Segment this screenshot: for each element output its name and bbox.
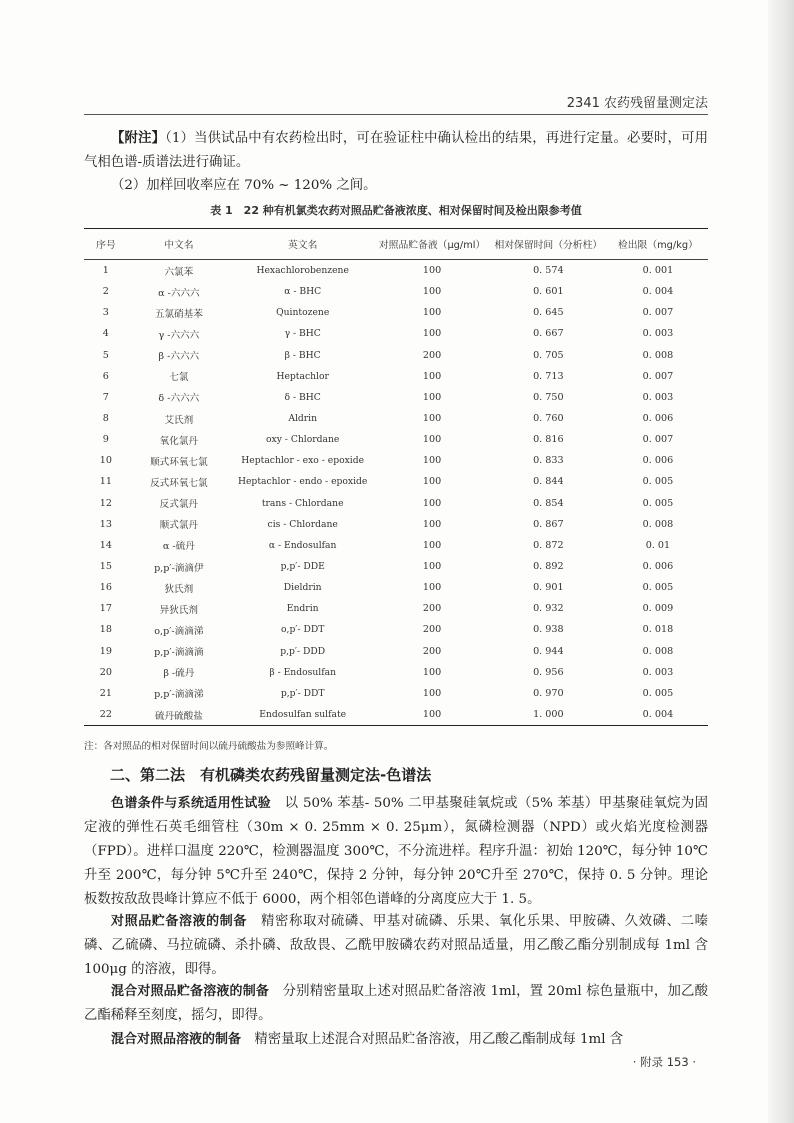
cell-en-name: o,p′- DDT [281, 624, 325, 636]
table-row [84, 704, 708, 726]
paragraph-chromatography-text: 以 50% 苯基- 50% 二甲基聚硅氧烷或（5% 苯基）甲基聚硅氧烷为固定液的弹性石英毛细管柱（30m × 0. 25mm × 0. 25μm），氮磷检测器（NPD）或火焰光度检测器（FPD）。进样口温度 220℃，检测器温度 300℃，不分流进样。程序升温：初始 120℃，每分钟 10℃升至 200℃，每分钟 5℃升至 240℃，保持 2 分钟，每分钟 20℃升至 270℃，保持 0. 5 分钟。理论板数按敌敌畏峰计算应不低于 6000，两个相邻色谱峰的分离度应大于 1. 5。 [84, 796, 708, 907]
cell-lod: 0. 005 [642, 582, 674, 594]
paragraph-chromatography [84, 792, 708, 912]
table-row [84, 345, 708, 366]
cell-cn-name: p,p′-滴滴涕 [154, 689, 204, 701]
cell-lod: 0. 003 [642, 328, 674, 340]
cell-lod: 0. 001 [642, 265, 674, 277]
cell-rrt: 0. 932 [533, 603, 564, 615]
cell-cn-name: 狄氏剂 [164, 583, 194, 595]
cell-cn-name: 反式环氧七氯 [150, 477, 208, 489]
paragraph-stock-solution-label: 对照品贮备溶液的制备 [111, 914, 247, 929]
cell-stock-conc: 100 [422, 413, 442, 425]
table-row [84, 535, 708, 556]
cell-no: 4 [102, 328, 109, 340]
cell-lod: 0. 005 [642, 476, 674, 488]
cell-lod: 0. 003 [642, 666, 674, 678]
cell-en-name: Quintozene [276, 307, 330, 319]
cell-en-name: Endrin [286, 603, 319, 615]
column-header-lod: 检出限（mg/kg） [608, 229, 708, 260]
cell-stock-conc: 100 [422, 265, 442, 277]
cell-en-name: trans - Chlordane [261, 497, 344, 509]
cell-rrt: 0. 867 [533, 518, 564, 530]
cell-en-name: Dieldrin [283, 582, 322, 594]
cell-cn-name: 七氯 [169, 372, 189, 384]
cell-lod: 0. 007 [642, 434, 674, 446]
paragraph-mixed-stock-text: 分别精密量取上述对照品贮备溶液 1ml，置 20ml 棕色量瓶中，加乙酸乙酯稀释至刻度，摇匀，即得。 [84, 984, 708, 1023]
pesticide-table [84, 228, 708, 726]
cell-cn-name: β -六六六 [158, 351, 200, 363]
cell-lod: 0. 006 [642, 455, 674, 467]
cell-cn-name: 反式氯丹 [159, 499, 199, 511]
cell-stock-conc: 100 [422, 518, 442, 530]
cell-rrt: 0. 944 [533, 645, 564, 657]
cell-no: 11 [99, 476, 112, 488]
page-number: · 附录 153 · [632, 1055, 696, 1069]
cell-rrt: 0. 938 [533, 624, 564, 636]
cell-lod: 0. 008 [642, 349, 674, 361]
section-heading: 二、第二法 有机磷类农药残留量测定法-色谱法 [110, 766, 432, 784]
cell-stock-conc: 100 [422, 434, 442, 446]
note-item-2: （2）加样回收率应在 70% ~ 120% 之间。 [111, 178, 377, 193]
table-header-row [84, 229, 708, 260]
cell-no: 2 [102, 286, 109, 298]
table-row [84, 429, 708, 450]
cell-no: 20 [99, 666, 112, 678]
cell-lod: 0. 004 [642, 709, 674, 721]
cell-no: 6 [102, 370, 109, 382]
table-row [84, 323, 708, 344]
note-tag: 【附注】 [111, 130, 166, 146]
cell-rrt: 0. 892 [533, 561, 564, 573]
table-row [84, 302, 708, 323]
cell-stock-conc: 100 [422, 391, 442, 403]
cell-stock-conc: 200 [422, 645, 442, 657]
cell-stock-conc: 100 [422, 328, 442, 340]
cell-lod: 0. 006 [642, 561, 674, 573]
table-row [84, 493, 708, 514]
cell-no: 8 [102, 413, 109, 425]
cell-rrt: 0. 816 [533, 434, 564, 446]
cell-rrt: 0. 956 [533, 666, 564, 678]
cell-en-name: α - Endosulfan [268, 539, 337, 551]
cell-stock-conc: 200 [422, 603, 442, 615]
cell-rrt: 0. 901 [533, 582, 564, 594]
cell-cn-name: α -硫丹 [162, 541, 195, 553]
cell-stock-conc: 100 [422, 539, 442, 551]
cell-en-name: Heptachlor - endo - epoxide [237, 476, 368, 488]
cell-no: 13 [99, 518, 112, 530]
cell-stock-conc: 200 [422, 624, 442, 636]
table-row [84, 366, 708, 387]
cell-cn-name: 异狄氏剂 [159, 604, 199, 616]
table-note: 注：各对照品的相对保留时间以硫丹硫酸盐为参照峰计算。 [84, 741, 334, 752]
cell-rrt: 1. 000 [533, 709, 564, 721]
table-row [84, 641, 708, 662]
table-row [84, 662, 708, 683]
cell-lod: 0. 009 [642, 603, 674, 615]
cell-en-name: Heptachlor - exo - epoxide [241, 455, 365, 467]
cell-en-name: Hexachlorobenzene [256, 265, 349, 277]
cell-en-name: oxy - Chlordane [265, 434, 340, 446]
cell-en-name: p,p′- DDD [280, 645, 326, 657]
cell-cn-name: p,p′-滴滴滴 [154, 647, 204, 659]
cell-cn-name: 六氯苯 [164, 266, 194, 278]
cell-no: 5 [102, 349, 109, 361]
cell-cn-name: γ -六六六 [158, 329, 200, 341]
table-row [84, 450, 708, 471]
cell-stock-conc: 100 [422, 582, 442, 594]
cell-cn-name: 顺式环氧七氯 [150, 456, 208, 468]
cell-en-name: Aldrin [288, 413, 318, 425]
paragraph-chromatography-label: 色谱条件与系统适用性试验 [111, 796, 271, 811]
table-body [84, 260, 708, 726]
cell-stock-conc: 100 [422, 307, 442, 319]
table-row [84, 683, 708, 704]
running-header [84, 88, 708, 115]
cell-en-name: Endosulfan sulfate [259, 709, 347, 721]
cell-rrt: 0. 705 [533, 349, 564, 361]
cell-en-name: cis - Chlordane [267, 518, 338, 530]
cell-rrt: 0. 601 [533, 286, 564, 298]
cell-rrt: 0. 713 [533, 370, 564, 382]
cell-no: 22 [99, 709, 112, 721]
cell-cn-name: δ -六六六 [158, 393, 200, 405]
cell-lod: 0. 01 [645, 539, 671, 551]
column-header-en-name: 英文名 [230, 229, 375, 260]
cell-rrt: 0. 970 [533, 687, 564, 699]
cell-stock-conc: 100 [422, 497, 442, 509]
cell-rrt: 0. 844 [533, 476, 564, 488]
cell-cn-name: 氧化氯丹 [159, 435, 199, 447]
cell-en-name: p,p′- DDE [280, 561, 325, 573]
paragraph-mixed-solution [84, 1028, 708, 1052]
table-row [84, 471, 708, 492]
cell-rrt: 0. 760 [533, 413, 564, 425]
cell-stock-conc: 100 [422, 561, 442, 573]
cell-en-name: β - BHC [284, 349, 321, 361]
table-row [84, 598, 708, 619]
cell-no: 18 [99, 624, 112, 636]
table-row [84, 514, 708, 535]
cell-cn-name: α -六六六 [158, 287, 200, 299]
header-title: 2341 农药残留量测定法 [566, 96, 708, 111]
cell-stock-conc: 100 [422, 370, 442, 382]
cell-en-name: β - Endosulfan [269, 666, 337, 678]
cell-lod: 0. 006 [642, 413, 674, 425]
cell-no: 12 [99, 497, 112, 509]
cell-rrt: 0. 667 [533, 328, 564, 340]
cell-lod: 0. 008 [642, 518, 674, 530]
column-header-no: 序号 [84, 229, 128, 260]
cell-no: 3 [102, 307, 109, 319]
cell-lod: 0. 005 [642, 497, 674, 509]
cell-lod: 0. 007 [642, 307, 674, 319]
cell-rrt: 0. 833 [533, 455, 564, 467]
cell-lod: 0. 005 [642, 687, 674, 699]
cell-lod: 0. 007 [642, 370, 674, 382]
cell-no: 9 [102, 434, 109, 446]
cell-cn-name: 五氯硝基苯 [154, 308, 203, 320]
table-row [84, 619, 708, 640]
paragraph-stock-solution [84, 910, 708, 982]
note-item-1-text: （1）当供试品中有农药检出时，可在验证柱中确认检出的结果，再进行定量。必要时，可用气相色谱-质谱法进行确证。 [84, 131, 708, 170]
table-row [84, 281, 708, 302]
cell-no: 14 [99, 539, 112, 551]
table-row [84, 556, 708, 577]
cell-cn-name: 艾氏剂 [164, 414, 194, 426]
cell-lod: 0. 003 [642, 391, 674, 403]
cell-rrt: 0. 574 [533, 265, 564, 277]
table-row [84, 577, 708, 598]
cell-no: 16 [99, 582, 112, 594]
cell-no: 7 [102, 391, 109, 403]
cell-no: 17 [99, 603, 112, 615]
cell-cn-name: p,p′-滴滴伊 [154, 562, 204, 574]
table-row [84, 408, 708, 429]
cell-stock-conc: 100 [422, 687, 442, 699]
paragraph-mixed-stock [84, 980, 708, 1028]
cell-no: 15 [99, 561, 112, 573]
cell-cn-name: o,p′-滴滴涕 [154, 625, 204, 637]
table-row [84, 260, 708, 282]
page-edge-shadow [768, 0, 794, 1123]
cell-en-name: Heptachlor [276, 370, 329, 382]
table-title: 表 1 22 种有机氯类农药对照品贮备液浓度、相对保留时间及检出限参考值 [210, 204, 582, 217]
cell-en-name: γ - BHC [284, 328, 321, 340]
paragraph-mixed-solution-text: 精密量取上述混合对照品贮备溶液，用乙酸乙酯制成每 1ml 含 [254, 1032, 624, 1047]
column-header-rrt: 相对保留时间（分析柱） [489, 229, 608, 260]
column-header-cn-name: 中文名 [128, 229, 230, 260]
cell-en-name: δ - BHC [284, 391, 321, 403]
cell-en-name: p,p′- DDT [280, 687, 325, 699]
cell-no: 1 [102, 265, 109, 277]
cell-en-name: α - BHC [284, 286, 322, 298]
cell-no: 10 [99, 455, 112, 467]
cell-no: 19 [99, 645, 112, 657]
cell-rrt: 0. 854 [533, 497, 564, 509]
paragraph-mixed-stock-label: 混合对照品贮备溶液的制备 [111, 984, 270, 999]
cell-no: 21 [99, 687, 112, 699]
cell-lod: 0. 008 [642, 645, 674, 657]
cell-lod: 0. 004 [642, 286, 674, 298]
cell-stock-conc: 200 [422, 349, 442, 361]
cell-cn-name: 硫丹硫酸盐 [154, 710, 203, 722]
column-header-stock-conc: 对照品贮备液（μg/ml） [375, 229, 488, 260]
paragraph-stock-solution-text: 精密称取对硫磷、甲基对硫磷、乐果、氧化乐果、甲胺磷、久效磷、二嗪磷、乙硫磷、马拉硫磷、杀扑磷、敌敌畏、乙酰甲胺磷农药对照品适量，用乙酸乙酯分别制成每 1ml 含 100μg 的溶液，即得。 [84, 914, 709, 977]
cell-stock-conc: 100 [422, 455, 442, 467]
cell-cn-name: 顺式氯丹 [159, 520, 199, 532]
note-item-1 [84, 126, 708, 175]
cell-rrt: 0. 750 [533, 391, 564, 403]
paragraph-mixed-solution-label: 混合对照品溶液的制备 [111, 1032, 242, 1047]
cell-stock-conc: 100 [422, 666, 442, 678]
cell-rrt: 0. 872 [533, 539, 564, 551]
table-row [84, 387, 708, 408]
cell-stock-conc: 100 [422, 476, 442, 488]
cell-cn-name: β -硫丹 [163, 668, 195, 680]
cell-lod: 0. 018 [642, 624, 674, 636]
cell-rrt: 0. 645 [533, 307, 564, 319]
cell-stock-conc: 100 [422, 709, 442, 721]
cell-stock-conc: 100 [422, 286, 442, 298]
